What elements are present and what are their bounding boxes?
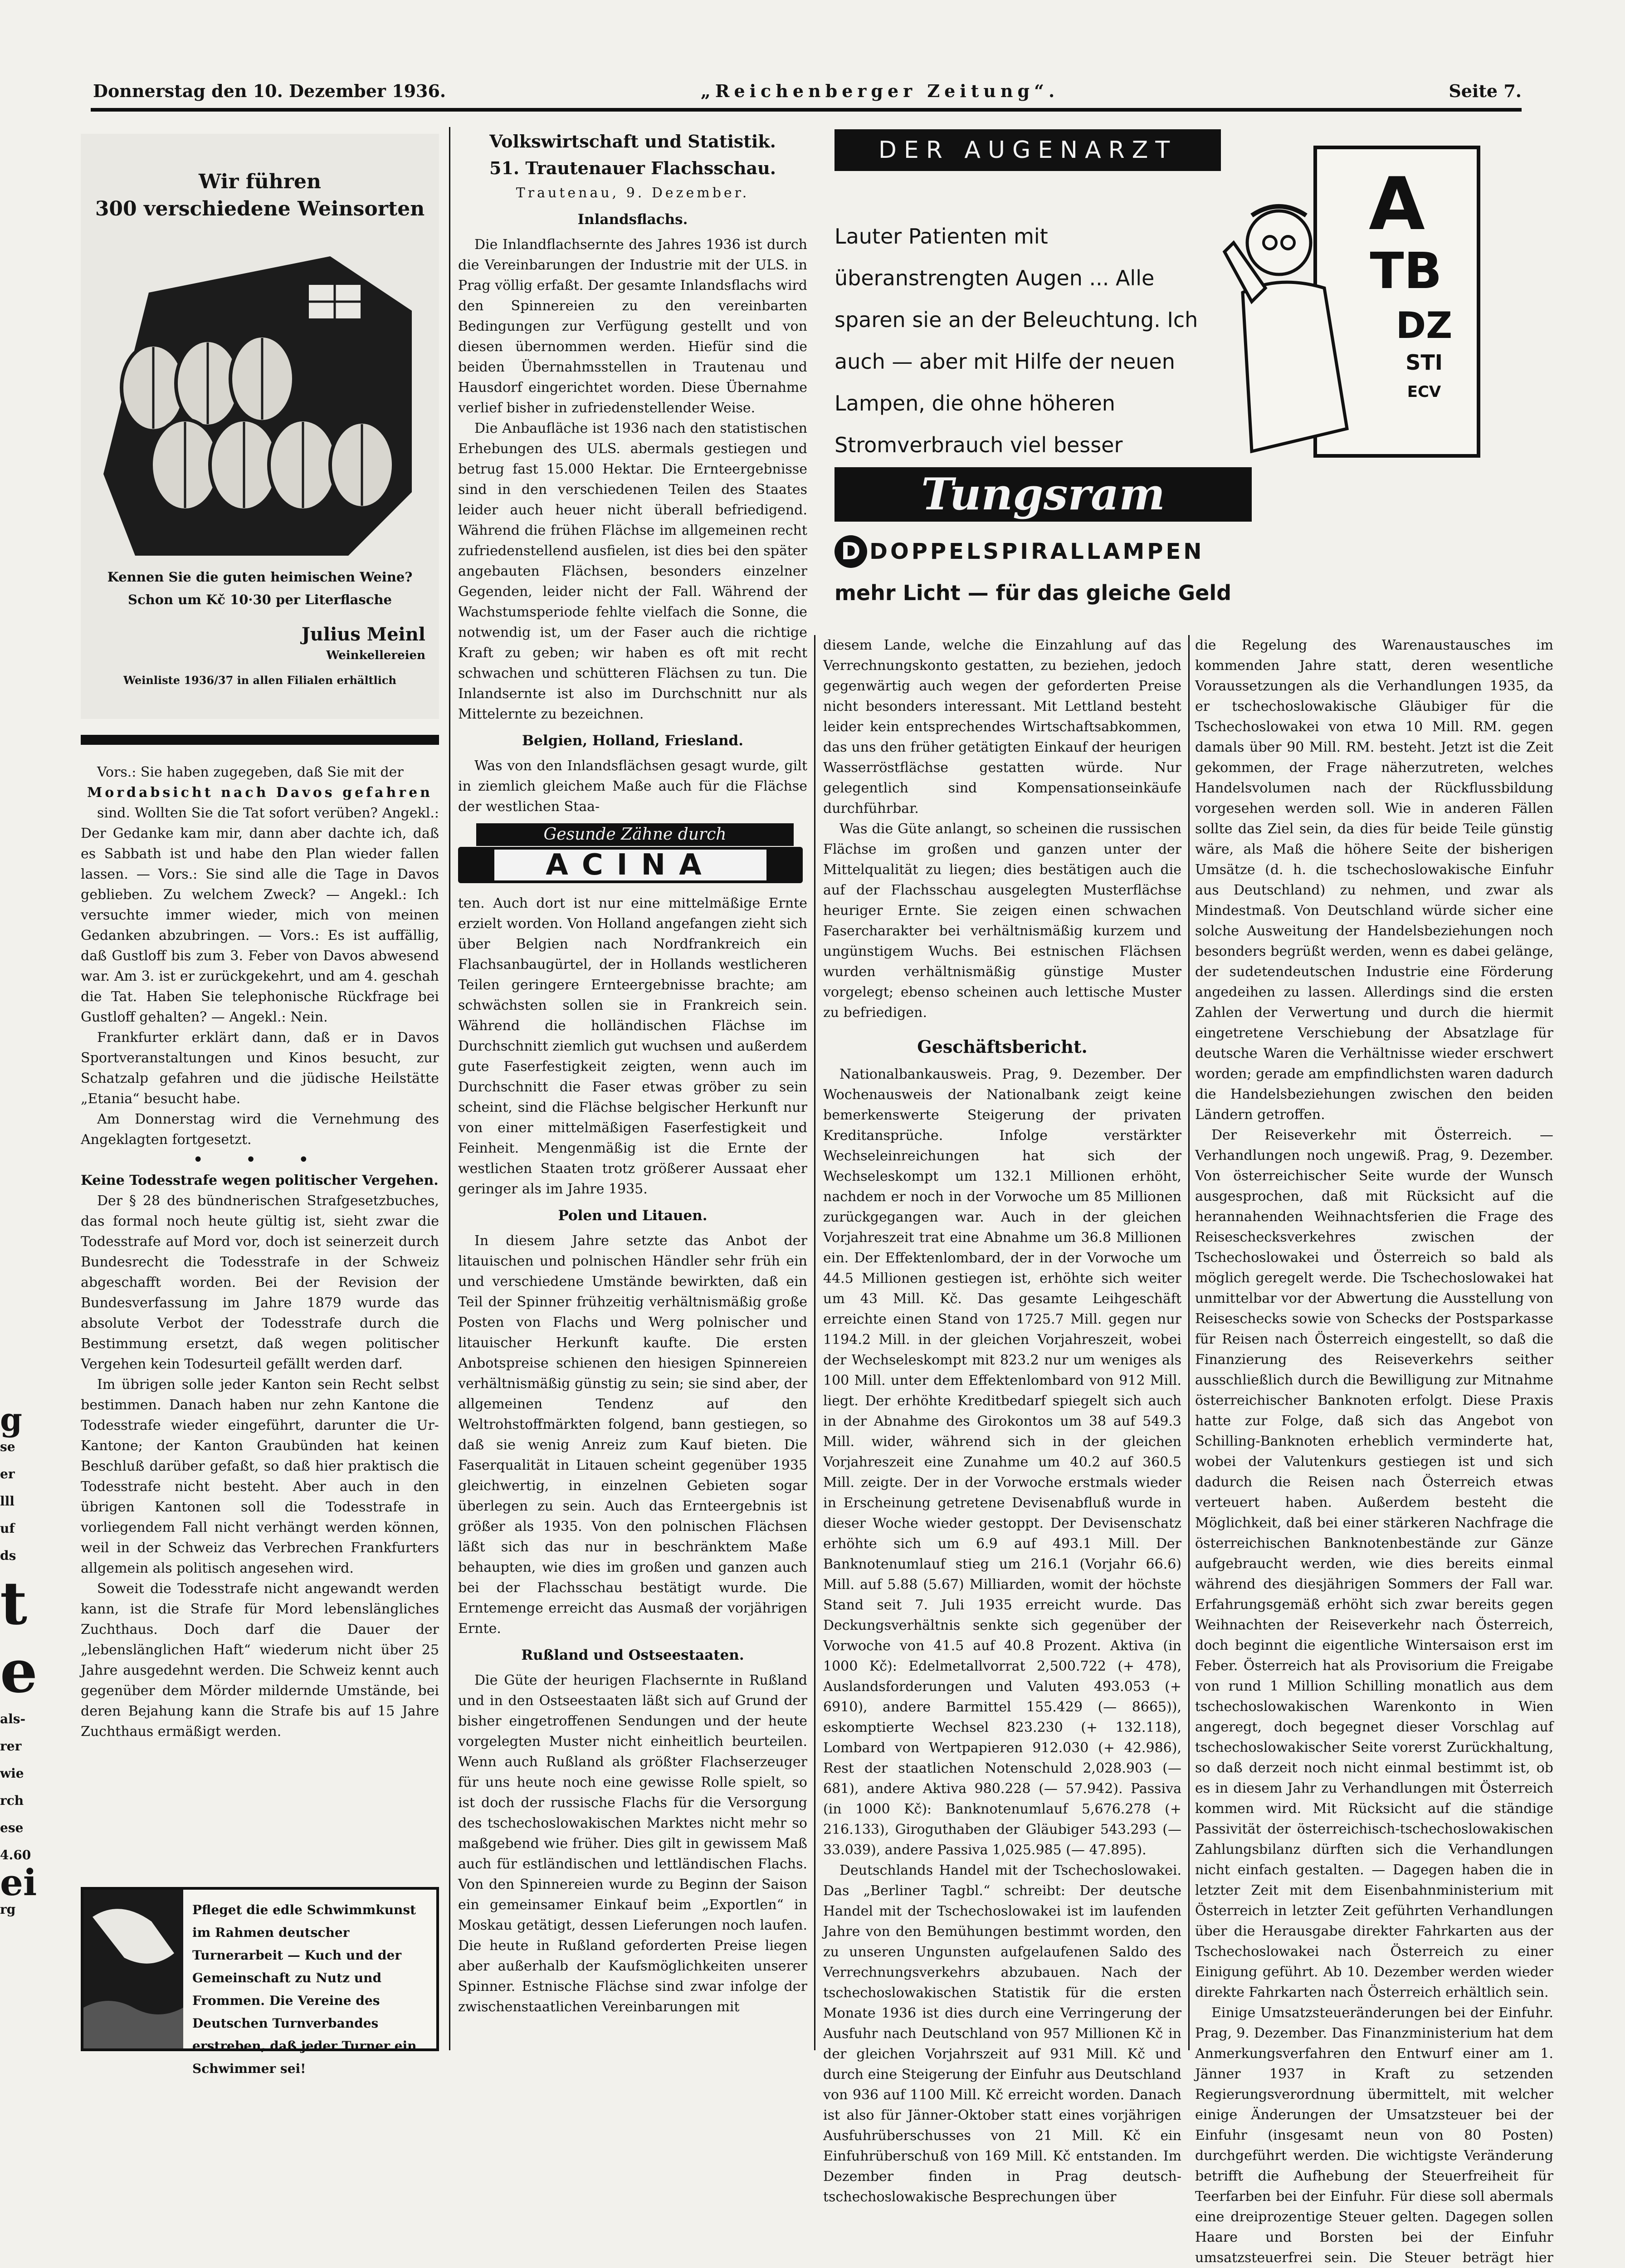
article-heading: Keine Todesstrafe wegen politischer Vergehen. xyxy=(81,1173,439,1188)
wine-ad-question2: Schon um Kč 10·30 per Literflasche xyxy=(128,592,392,607)
article-paragraph: Die Inlandflachsernte des Jahres 1936 ist durch die Vereinbarungen der Industrie mit der ULS. in Prag völlig erfaßt. Der gesamte Inlandsflachs wird den Spinnereien zu den vereinbarten Bedingungen zur Verfügung gestellt und von diesen übernommen werden. Hiefür sind die beiden Übernahmsstellen in Trautenau und Hausdorf eingerichtet worden. Diese Übernahme verlief bisher in zufriedenstellender Weise. xyxy=(458,237,807,416)
header-date: Donnerstag den 10. Dezember 1936. xyxy=(93,81,446,101)
margin-fragment: ds xyxy=(0,1548,16,1563)
doppelspiral-line xyxy=(834,535,1288,572)
column3-business xyxy=(823,635,1181,2205)
margin-fragment: er xyxy=(0,1466,15,1481)
acina-tube-top: Gesunde Zähne durch xyxy=(476,823,794,846)
article-paragraph: Die Anbaufläche ist 1936 nach den statistischen Erhebungen des ULS. abermals gestiegen und betrug fast 15.000 Hektar. Die Ernteergebnisse sind in den verschiedenen Teilen des Staates leider auch heuer nicht überall befriedigend. Während die frühen Flächse im allgemeinen recht zufriedenstellend ausfielen, ist dies bei den später angebauten Flächsen, besonders einzelner Gegenden, leider nicht der Fall. Während der Wachstumsperiode fehlte vielfach die Sonne, die notwendig ist, um der Faser auch die richtige Kraft zu geben; wir haben es oft mit recht schwachen und schütteren Flächsen zu tun. Die Inlandsernte ist also im Durchschnitt nur als Mittelernte zu bezeichnen. xyxy=(458,420,807,722)
section-title: Volkswirtschaft und Statistik. xyxy=(489,131,776,152)
wine-barrels-illustration xyxy=(94,238,425,565)
tungsram-brand-band xyxy=(834,467,1252,522)
tungsram-brand: Tungsram xyxy=(921,469,1165,520)
column1-article xyxy=(81,762,439,1882)
article-paragraph: diesem Lande, welche die Einzahlung auf das Verrechnungskonto gestatten, zu beziehen, jedoch gegenwärtig auch wegen der geforderten Preise nicht besonders interessant. Mit Lettland besteht leider kein entsprechendes Wirtschaftsabkommen, das uns den früher getätigten Einkauf der heurigen Wasserröstflächse gestatten würde. Nur gelegentlich sind Kompensationseinkäufe durchführbar. xyxy=(823,637,1181,816)
margin-fragment: 4.60 xyxy=(0,1848,31,1862)
article-paragraph: Die Güte der heurigen Flachsernte in Rußland und in den Ostseestaaten läßt sich auf Grund der bisher eingetroffenen Sendungen und der heute vorgelegten Muster nicht einheitlich beurteilen. Wenn auch Rußland als größter Flachserzeuger für uns heute noch eine gewisse Rolle spielt, so ist doch der russische Flachs für die Versorgung des tschechoslowakischen Marktes nicht mehr so maßgebend wie früher. Dies gilt in gewissem Maß auch für estländischen und lettländischen Flachs. Von den Spinnereien wurde zu Beginn der Saison ein gemeinsamer Einkauf beim „Exportlen“ in Moskau getätigt, dessen Lieferungen noch laufen. Die heute in Rußland geforderten Preise liegen aber außerhalb der Kaufsmöglichkeiten unserer Spinner. Estnische Flächse sind zwar infolge der zwischenstaatlichen Vereinbarungen mit xyxy=(458,1672,807,2015)
article-emphasis: Mordabsicht nach Davos gefahren xyxy=(87,785,433,801)
wine-ad-company: Julius Meinl xyxy=(301,624,425,645)
wine-ad-footer: Weinliste 1936/37 in allen Filialen erhältlich xyxy=(123,674,396,687)
article-paragraph: Der Reiseverkehr mit Österreich. — Verhandlungen noch ungewiß. Prag, 9. Dezember. Von österreichischer Seite wurde der Wunsch ausgesprochen, daß mit Rücksicht auf die herannahenden Weihnachtsferien die Frage des Reiseschecksverkehres zwischen der Tschechoslowakei und Österreich so bald als möglich geregelt werde. Die Tschechoslowakei hat unmittelbar vor der Abwertung die Ausstellung von Reiseschecks sowie von Schecks der Postsparkasse für Reisen nach Österreich eingestellt, so daß die Finanzierung des Reiseverkehrs seither ausschließlich durch die Bewilligung zur Mitnahme österreichischer Banknoten erfolgt. Diese Praxis hatte zur Folge, daß sich das Angebot von Schilling-Banknoten erheblich verminderte hat, wobei der Valutenkurs gestiegen ist und sich dadurch die Reisen nach Österreich etwas verteuert haben. Außerdem besteht die Möglichkeit, daß bei einer stärkeren Nachfrage die österreichischen Banknotenbestände zur Gänze aufgebraucht werden, wie dies bereits einmal während des diesjährigen Sommers der Fall war. Erfahrungsgemäß erhöht sich zwar bereits gegen Weihnachten der Reiseverkehr nach Österreich, doch beginnt die eigentliche Wintersaison erst im Feber. Österreich hat als Provisorium die Freigabe von rund 1 Million Schilling monatlich aus dem tschechoslowakischen Warenkonto in Wien angeregt, doch begegnet dieser Vorschlag auf tschechoslowakischer Seite vorerst Zurückhaltung, so daß derzeit noch nicht einmal bestimmt ist, ob es in diesem Jahr zu Verhandlungen mit Österreich kommen wird. Mit Rücksicht auf die ständige Passivität der österreichisch-tschechoslowakischen Zahlungsbilanz dürften sich die Verhandlungen nicht einfach gestalten. — Dagegen haben die in letzter Zeit mit dem Eisenbahnministerium mit Österreich in letzter Zeit geführten Verhandlungen über die Herausgabe direkter Fahrkarten aus der Tschechoslowakei nach Österreich zu einer Einigung geführt. Ab 10. Dezember werden wieder direkte Fahrkarten nach Österreich erhältlich sein. xyxy=(1195,1127,1553,2000)
margin-fragment: ei xyxy=(0,1861,37,1904)
header-rule xyxy=(91,108,1522,112)
margin-fragment: lll xyxy=(0,1494,15,1509)
column-divider xyxy=(814,635,815,2050)
subheading: Inlandsflachs. xyxy=(577,211,688,228)
article-separator: • • • xyxy=(192,1149,327,1170)
column1-ad-rule xyxy=(81,735,439,745)
headline: 51. Trautenauer Flachsschau. xyxy=(489,158,776,178)
doppelspiral-d-icon: D xyxy=(834,535,867,568)
left-margin-fragments xyxy=(0,1401,38,2132)
dateline: Trautenau, 9. Dezember. xyxy=(516,185,750,201)
eye-doctor-illustration xyxy=(1225,138,1515,456)
column-divider xyxy=(449,127,450,2050)
acina-brand: ACINA xyxy=(494,850,766,880)
column4-business xyxy=(1195,635,1553,2266)
article-paragraph: sind. Wollten Sie die Tat sofort verüben? Angekl.: Der Gedanke kam mir, dann aber dachte ich, daß es Sabbath ist und habe den Plan wieder fallen lassen. — Vors.: Sie sind alle die Tage in Davos geblieben. Zu welchem Zweck? — Angekl.: Ich versuchte immer wieder, mich von meinen Gedanken abzubringen. — Vors.: Es ist auffällig, daß Gustloff bis zum 3. Feber von Davos abwesend war. Am 3. ist er zurückgekehrt, und am 4. geschah die Tat. Haben Sie telephonische Rückfrage bei Gustloff gehalten? — Angekl.: Nein. xyxy=(81,805,439,1025)
margin-fragment: se xyxy=(0,1439,15,1454)
margin-fragment: g xyxy=(0,1401,22,1438)
eye-chart-letter: A xyxy=(1369,161,1425,246)
article-paragraph: Deutschlands Handel mit der Tschechoslowakei. Das „Berliner Tagbl.“ schreibt: Der deutsche Handel mit der Tschechoslowakei ist im laufenden Jahre von den Bemühungen bestimmt worden, den zu unseren Ungunsten aufgelaufenen Saldo des Verrechnungsverkehrs abzubauen. Nach der tschechoslowakischen Statistik für die ersten Monate 1936 ist dies durch eine Verringerung der Ausfuhr nach Deutschland von 957 Millionen Kč in der gleichen Vorjahrszeit auf 931 Mill. Kč und durch eine Steigerung der Einfuhr aus Deutschland von 936 auf 1100 Mill. Kč erreicht worden. Danach ist also für Jänner-Oktober statt eines vorjährigen Ausfuhrüberschusses von 21 Mill. Kč ein Einfuhrüberschuß von 169 Mill. Kč entstanden. Im Dezember finden in Prag deutsch-tschechoslowakische Besprechungen über xyxy=(823,1862,1181,2205)
wine-ad-line2: 300 verschiedene Weinsorten xyxy=(95,197,425,220)
margin-fragment: t xyxy=(0,1569,28,1638)
article-paragraph: Einige Umsatzsteueränderungen bei der Einfuhr. Prag, 9. Dezember. Das Finanzministerium hat dem Anmerkungsverfahren den Entwurf einer am 1. Jänner 1937 in Kraft zu setzenden Regierungsverordnung übermittelt, mit welcher einige Änderungen der Umsatzsteuer bei der Einfuhr (insgesamt neun von 80 Posten) durchgeführt werden. Die wichtigste Veränderung betrifft die Aufhebung der Steuerfreiheit für Teerfarben bei der Einfuhr. Für diese soll abermals eine dreiprozentige Steuer gelten. Dagegen sollen Haare und Borsten bei der Einfuhr umsatzsteuerfrei sein. Die Steuer beträgt hier xyxy=(1195,2005,1553,2266)
augenarzt-body: Lauter Patienten mit überanstrengten Augen ... Alle sparen sie an der Beleuchtung. Ich auch — aber mit Hilfe der neuen Lampen, die ohne höheren Stromverbrauch viel besser xyxy=(834,224,1198,457)
eye-chart-letter: DZ xyxy=(1396,304,1453,347)
section-title: Geschäftsbericht. xyxy=(917,1036,1088,1057)
swimmer-illustration xyxy=(83,1890,183,2048)
article-paragraph: Vors.: Sie haben zugegeben, daß Sie mit der xyxy=(97,764,404,780)
article-paragraph: Soweit die Todesstrafe nicht angewandt werden kann, ist die Strafe für Mord lebenslängliches Zuchthaus. Doch darf die Dauer der „lebenslänglichen Haft“ wiederum nicht über 25 Jahre ausgedehnt werden. Die Schweiz kennt auch gegenüber dem Mörder mildernde Umstände, bei deren Bejahung kann die Strafe bis auf 15 Jahre Zuchthaus ermäßigt werden. xyxy=(81,1581,439,1740)
margin-fragment: rer xyxy=(0,1739,22,1754)
column2-economy xyxy=(458,125,807,2053)
article-paragraph: Der § 28 des bündnerischen Strafgesetzbuches, das formal noch heute gültig ist, sieht zwar die Todesstrafe auf Mord vor, doch ist seinerzeit durch Bundesrecht die Todesstrafe in der Schweiz abgeschafft worden. Bei der Revision der Bundesverfassung im Jahre 1879 wurde das absolute Verbot der Todesstrafe durch die Bestimmung ersetzt, daß wegen politischer Vergehen kein Todesurteil gefällt werden darf. xyxy=(81,1193,439,1372)
eye-chart-letter: TB xyxy=(1370,242,1442,300)
subheading: Rußland und Ostseestaaten. xyxy=(521,1647,744,1663)
subheading: Polen und Litauen. xyxy=(558,1207,708,1224)
article-paragraph: Im übrigen solle jeder Kanton sein Recht selbst bestimmen. Danach haben nur zehn Kantone die Todesstrafe wieder eingeführt, darunter die Ur-Kantone; der Kanton Graubünden hat keinen Beschluß darüber gefaßt, so daß hier praktisch die Todesstrafe nicht besteht. Aber auch in den übrigen Kantonen soll die Todesstrafe in vorliegendem Fall nicht verhängt werden können, weil in der Schweiz das Verbrechen Frankfurters allgemein als politisch angesehen wird. xyxy=(81,1377,439,1576)
wine-ad-question1: Kennen Sie die guten heimischen Weine? xyxy=(107,569,413,585)
swim-advertisement xyxy=(81,1887,439,2076)
doppelspiral-product: DOPPELSPIRALLAMPEN xyxy=(869,539,1205,564)
header-page-number: Seite 7. xyxy=(1449,81,1522,101)
acina-tube-body xyxy=(458,847,803,883)
margin-fragment: wie xyxy=(0,1766,24,1781)
margin-fragment: uf xyxy=(0,1521,15,1536)
margin-fragment: ese xyxy=(0,1820,24,1835)
article-paragraph: die Regelung des Warenaustausches im kommenden Jahre statt, deren wesentliche Voraussetzungen als die Verhandlungen 1935, da er tschechoslowakische Gläubiger für die Tschechoslowakei von etwa 10 Mill. RM. gegen damals über 90 Mill. RM. besteht. Jetzt ist die Zeit gekommen, der Frage näherzutreten, welches Handelsvolumen nach der Rückflussbildung vorgesehen werden soll. Wie in anderen Fällen sollte das Ziel sein, da dies für beide Teile günstig wäre, als Maß die höhere Seite der bisherigen Umsätze (d. h. die tschechoslowakische Einfuhr aus Deutschland) zu nehmen, und zwar als Mindestmaß. Von Deutschland würde sicher eine solche Ausweitung der Handelsbeziehungen noch besonders begrüßt werden, wenn es dabei gelänge, der sudetendeutschen Industrie eine Förderung angedeihen zu lassen. Allerdings sind die ersten Zahlen der Verwertung und durch die hiermit eingetretene Verschiebung der Absatzlage für deutsche Waren die Verhältnisse wieder erschwert worden; gerade am empfindlichsten waren dadurch die Handelsbeziehungen zwischen den beiden Ländern getroffen. xyxy=(1195,637,1553,1123)
tungsram-advertisement xyxy=(825,125,1515,628)
article-paragraph: Was von den Inlandsflächsen gesagt wurde, gilt in ziemlich gleichem Maße auch für die Flächse der westlichen Staa- xyxy=(458,758,807,815)
column-divider xyxy=(1188,635,1190,2050)
swim-ad-text: Pfleget die edle Schwimmkunst im Rahmen deutscher Turnerarbeit — Kuch und der Gemeinschaft zu Nutz und Frommen. Die Vereine des Deutschen Turnverbandes erstreben, daß jeder Turner ein Schwimmer sei! xyxy=(192,1902,417,2076)
article-paragraph: In diesem Jahre setzte das Anbot der litauischen und polnischen Händler sehr früh ein und verschiedene Umstände bewirkten, daß ein Teil der Spinner frühzeitig verhältnismäßig große Posten von Flachs und Werg polnischer und litauischer Herkunft kaufte. Die ersten Anbotspreise schienen den hiesigen Spinnereien verhältnismäßig günstig zu sein; sie sind aber, der allgemeinen Tendenz auf den Weltrohstoffmärkten folgend, bann gestiegen, so daß sie wenig Anreiz zum Kauf bieten. Die Faserqualität in Litauen scheint gegenüber 1935 gleichwertig, in einzelnen Gebieten sogar überlegen zu sein. Auch das Ernteergebnis ist größer als 1935. Von den polnischen Flächsen läßt sich das nur in beschränktem Maße behaupten, wie dies im großen und ganzen auch bei der Flachsschau bestätigt wurde. Die Erntemenge erreicht das Ausmaß der vorjährigen Ernte. xyxy=(458,1233,807,1637)
article-paragraph: ten. Auch dort ist nur eine mittelmäßige Ernte erzielt worden. Von Holland angefangen zieht sich über Belgien nach Nordfrankreich ein Flachsanbaugürtel, der in Hollands westlicheren Teilen geringere Ernteergebnisse brachte; am schwächsten sollen sie in Frankreich sein. Während die holländischen Flächse im Durchschnitt ziemlich gut wuchsen und außerdem gute Faserfestigkeit zeigten, wenn auch im Durchschnitt die Faser etwas gröber zu sein scheint, sind die Flächse belgischer Herkunft nur von einer mittelmäßigen Faserfestigkeit und Feinheit. Mengenmäßig ist die Ernte der westlichen Staaten trotz größerer Aussaat eher geringer als im Jahre 1935. xyxy=(458,895,807,1197)
article-paragraph: Am Donnerstag wird die Vernehmung des Angeklagten fortgesetzt. xyxy=(81,1111,439,1148)
margin-fragment: rch xyxy=(0,1793,24,1808)
augenarzt-heading: DER AUGENARZT xyxy=(878,137,1177,164)
header-newspaper-title: „Reichenberger Zeitung“. xyxy=(701,81,1059,101)
margin-fragment: e xyxy=(0,1637,38,1706)
eye-chart-letter: STI xyxy=(1405,350,1443,375)
augenarzt-heading-box xyxy=(834,129,1221,171)
wine-advertisement xyxy=(81,134,439,719)
article-paragraph: Was die Güte anlangt, so scheinen die russischen Flächse im großen und ganzen unter der Mittelqualität zu liegen; dies bestätigen auch die auf der Flachsschau ausgelegten Musterflächse heuriger Ernte. Sie zeigen einen schwachen Fasercharakter bei verhältnismäßig kurzem und ungünstigem Wuchs. Bei estnischen Flächsen wurden verhältnismäßig günstige Muster vorgelegt; ebenso scheinen auch lettische Muster zu befriedigen. xyxy=(823,821,1181,1021)
tungsram-slogan: mehr Licht — für das gleiche Geld xyxy=(834,581,1232,605)
wine-ad-company-sub: Weinkellereien xyxy=(326,649,425,662)
eye-chart-letter: ECV xyxy=(1407,383,1441,401)
margin-fragment: als- xyxy=(0,1711,26,1726)
wine-ad-line1: Wir führen xyxy=(199,170,321,193)
acina-advertisement xyxy=(458,823,807,887)
article-paragraph: Frankfurter erklärt dann, daß er in Davos Sportveranstaltungen und Kinos besucht, zur Schatzalp gefahren und die jüdische Heilstätte „Etania“ besucht habe. xyxy=(81,1030,439,1107)
subheading: Belgien, Holland, Friesland. xyxy=(522,733,744,749)
page-header xyxy=(93,81,1522,108)
margin-fragment: rg xyxy=(0,1902,16,1917)
article-paragraph: Nationalbankausweis. Prag, 9. Dezember. Der Wochenausweis der Nationalbank zeigt keine bemerkenswerte Steigerung der privaten Kreditansprüche. Infolge verstärkter Wechseleinreichungen hat sich der Wechseleskompt um 132.1 Millionen erhöht, nachdem er noch in der Vorwoche um 85 Millionen zurückgegangen war. Auch in der gleichen Vorjahreszeit trat eine Abnahme um 36.8 Millionen ein. Der Effektenlombard, der in der Vorwoche um 44.5 Millionen gestiegen ist, erhöhte sich weiter um 43 Mill. Kč. Das gesamte Leihgeschäft erreichte einen Stand von 1725.7 Mill. gegen nur 1194.2 Mill. in der gleichen Vorjahreszeit, wobei der Wechseleskompt mit 823.2 nur um weniges als 100 Mill. unter dem Effektenlombard von 912 Mill. liegt. Der erhöhte Kreditbedarf spiegelt sich auch in der Abnahme des Girokontos um 38 auf 549.3 Mill. wider, während sich in der gleichen Vorjahreszeit eine Zunahme um 40.2 auf 360.5 Mill. zeigte. Der in der Vorwoche erstmals wieder in Erscheinung getretene Devisenabfluß wurde in dieser Woche wieder gestoppt. Der Devisenschatz erhöhte sich um 6.9 auf 493.1 Mill. Der Banknotenumlauf stieg um 216.1 (Vorjahr 66.6) Mill. auf 5.88 (5.67) Milliarden, womit der höchste Stand seit 7. Juli 1935 erreicht wurde. Das Deckungsverhältnis senkte sich gegenüber der Vorwoche von 41.5 auf 40.8 Prozent. Aktiva (in 1000 Kč): Edelmetallvorrat 2,500.722 (+ 478), Auslandsforderungen und Valuten 493.053 (+ 6910), andere Barmittel 155.429 (— 8665)), eskomptierte Wechsel 823.230 (+ 132.118), Lombard von Wertpapieren 912.030 (+ 42.986), Rest der staatlichen Notenschuld 2,028.903 (— 681), andere Aktiva 980.228 (— 57.942). Passiva (in 1000 Kč): Banknotenumlauf 5,676.278 (+ 216.133), Giroguthaben der Gläubiger 543.293 (— 33.039), andere Passiva 1,025.985 (— 47.895). xyxy=(823,1066,1181,1858)
